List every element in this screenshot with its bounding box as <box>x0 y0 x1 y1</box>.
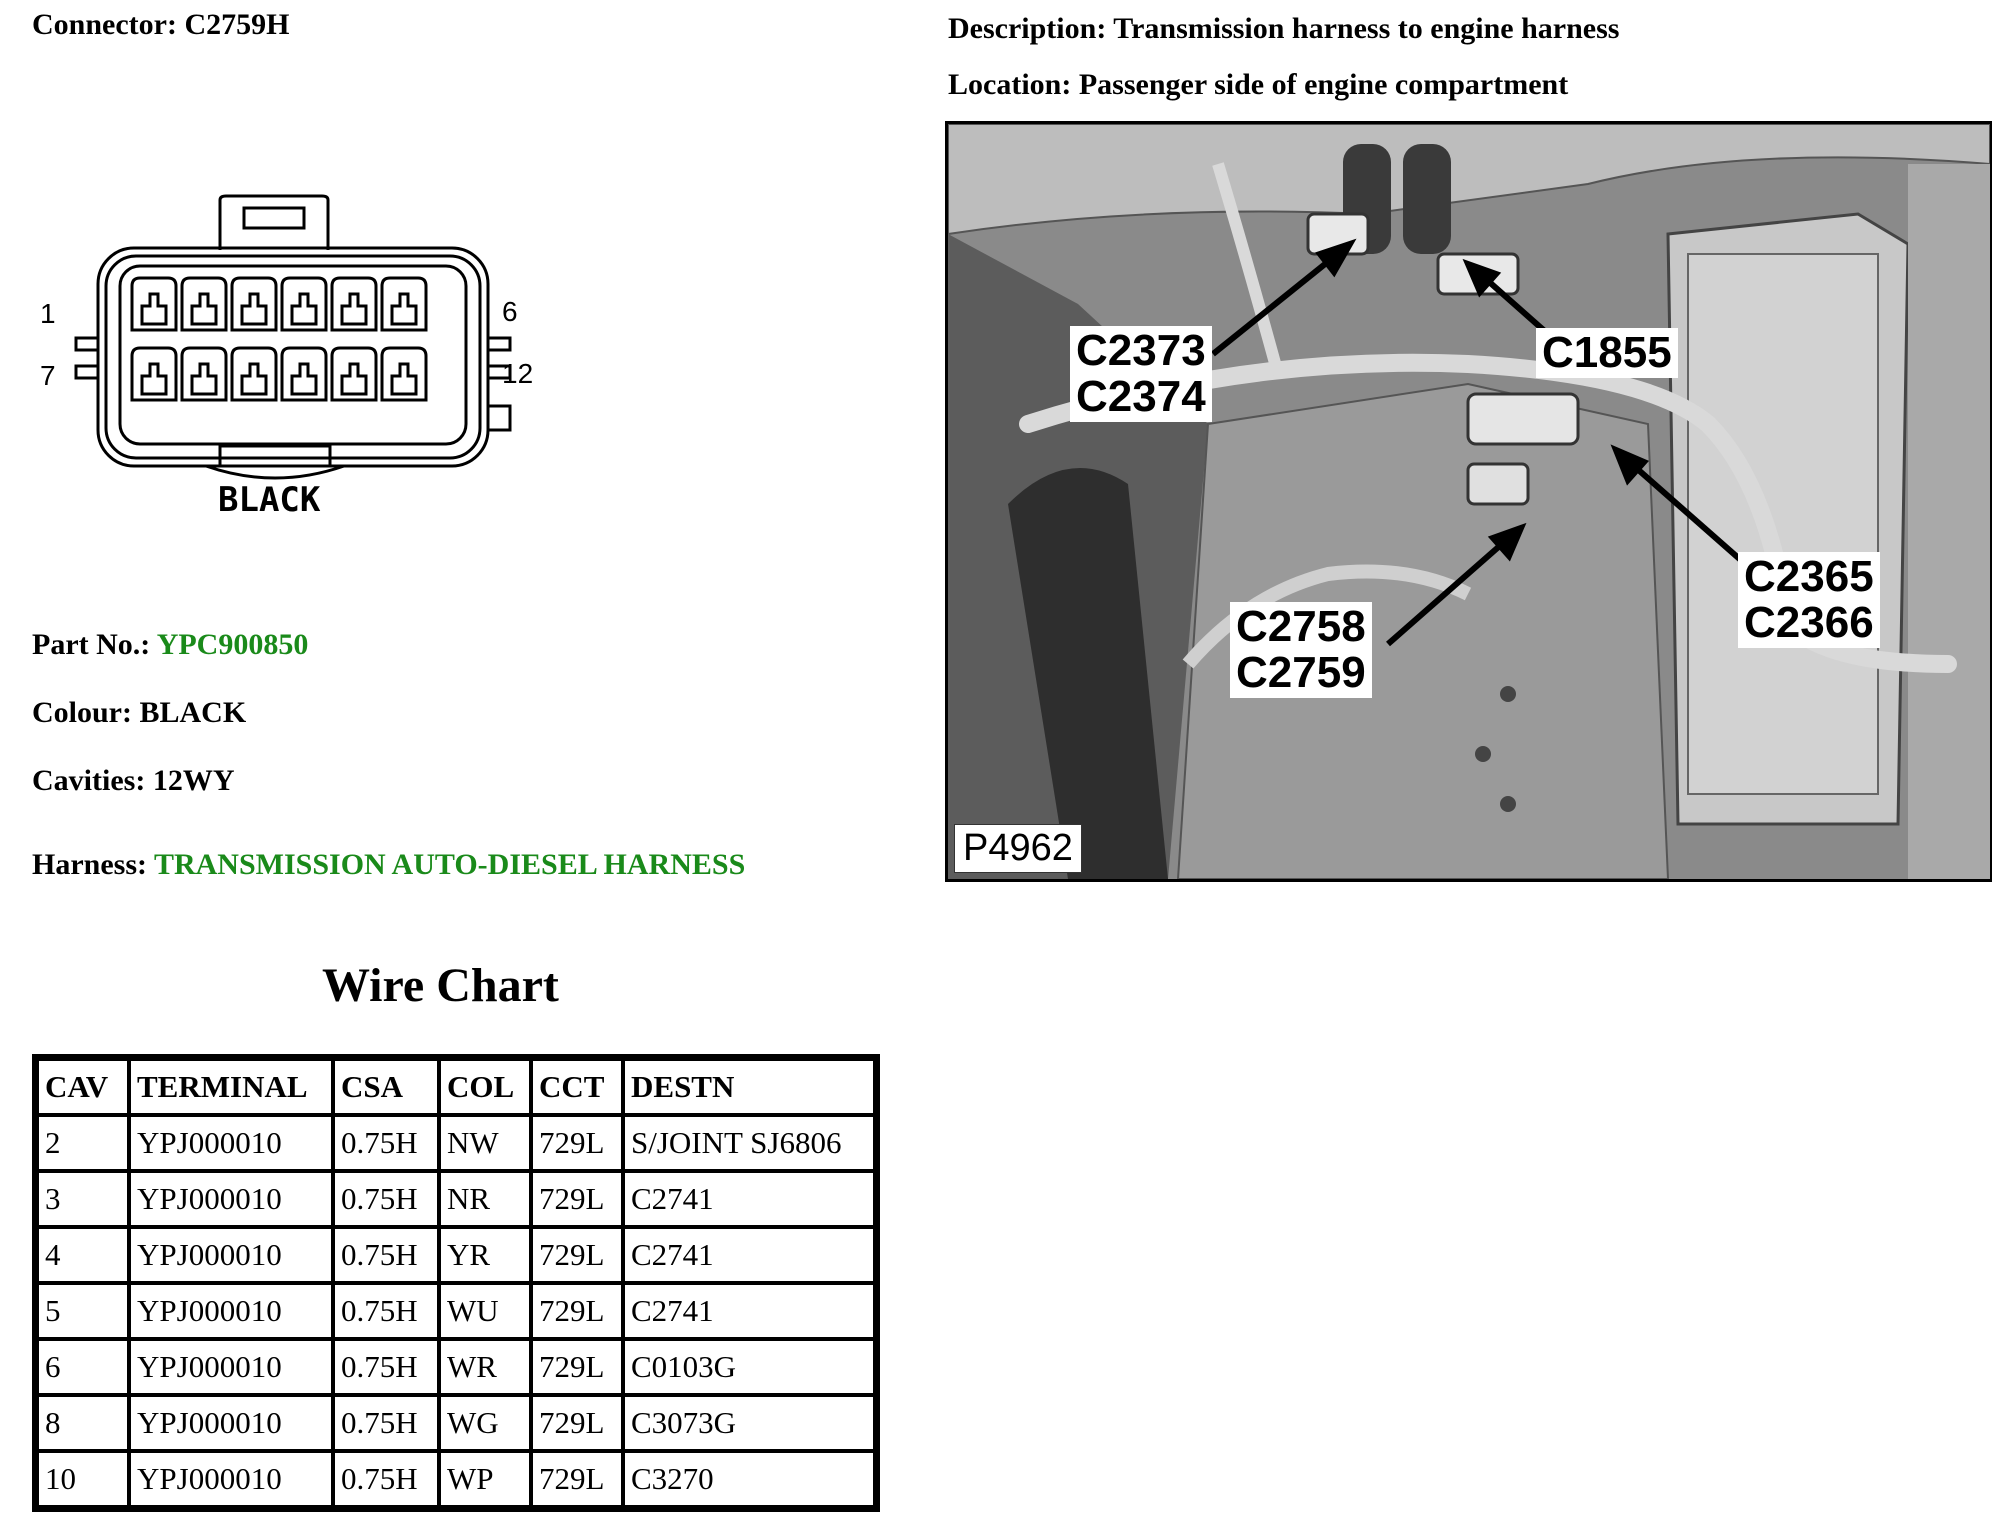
table-row <box>37 1171 875 1227</box>
cell-csa: 0.75H <box>333 1395 439 1451</box>
cell-cav: 5 <box>37 1283 129 1339</box>
cell-col: YR <box>439 1227 531 1283</box>
table-row <box>37 1395 875 1451</box>
callout-c2373-c2374 <box>1070 326 1212 422</box>
column-header-terminal: TERMINAL <box>129 1059 333 1115</box>
table-row <box>37 1283 875 1339</box>
cavities-value: 12WY <box>152 764 235 797</box>
cell-terminal: YPJ000010 <box>129 1227 333 1283</box>
callout-c2365: C2365 <box>1744 552 1874 601</box>
cell-col: WG <box>439 1395 531 1451</box>
cell-cct: 729L <box>531 1451 623 1507</box>
description-label: Description: <box>948 12 1107 45</box>
callout-c2374: C2374 <box>1076 372 1206 421</box>
colour-value: BLACK <box>139 696 247 729</box>
wire-chart-header-row <box>37 1059 875 1115</box>
connector-cavity <box>332 348 376 400</box>
photo-reference-plate: P4962 <box>954 824 1082 873</box>
cell-cav: 8 <box>37 1395 129 1451</box>
table-row <box>37 1227 875 1283</box>
column-header-destn: DESTN <box>623 1059 875 1115</box>
location-line <box>948 68 1568 102</box>
cell-terminal: YPJ000010 <box>129 1395 333 1451</box>
callout-c2365-c2366 <box>1738 552 1880 648</box>
location-value: Passenger side of engine compartment <box>1078 68 1569 101</box>
cell-terminal: YPJ000010 <box>129 1339 333 1395</box>
cell-col: WP <box>439 1451 531 1507</box>
harness-line <box>32 848 745 882</box>
location-label: Location: <box>948 68 1072 101</box>
column-header-cct: CCT <box>531 1059 623 1115</box>
connector-label: Connector: <box>32 8 177 41</box>
connector-cavity <box>182 348 226 400</box>
pin-label-1: 1 <box>40 298 56 329</box>
cell-destn: C3073G <box>623 1395 875 1451</box>
connector-cavity <box>132 348 176 400</box>
connector-cavity <box>282 278 326 330</box>
description-value: Transmission harness to engine harness <box>1113 12 1620 45</box>
cell-csa: 0.75H <box>333 1115 439 1171</box>
table-row <box>37 1339 875 1395</box>
callout-c2758: C2758 <box>1236 602 1366 651</box>
cell-destn: C2741 <box>623 1171 875 1227</box>
cell-destn: S/JOINT SJ6806 <box>623 1115 875 1171</box>
cell-cct: 729L <box>531 1395 623 1451</box>
cell-col: WR <box>439 1339 531 1395</box>
callout-c2373: C2373 <box>1076 326 1206 375</box>
cell-cct: 729L <box>531 1339 623 1395</box>
engine-compartment-photo <box>945 121 1992 882</box>
cell-col: WU <box>439 1283 531 1339</box>
pin-label-6: 6 <box>502 296 518 327</box>
wire-chart-title: Wire Chart <box>322 959 559 1012</box>
connector-value: C2759H <box>184 8 290 41</box>
cell-cct: 729L <box>531 1283 623 1339</box>
cell-destn: C3270 <box>623 1451 875 1507</box>
wire-chart-table <box>32 1054 880 1512</box>
colour-label: Colour: <box>32 696 132 729</box>
cell-terminal: YPJ000010 <box>129 1451 333 1507</box>
harness-label: Harness: <box>32 848 147 881</box>
table-row <box>37 1451 875 1507</box>
connector-cavity <box>382 348 426 400</box>
connector-line <box>32 8 289 42</box>
connector-cavity <box>382 278 426 330</box>
cell-csa: 0.75H <box>333 1283 439 1339</box>
cell-cav: 3 <box>37 1171 129 1227</box>
cell-csa: 0.75H <box>333 1451 439 1507</box>
cavities-line <box>32 764 234 798</box>
harness-value: TRANSMISSION AUTO-DIESEL HARNESS <box>153 848 746 881</box>
callout-c2759: C2759 <box>1236 648 1366 697</box>
connector-cavity <box>232 348 276 400</box>
connector-cavity <box>332 278 376 330</box>
column-header-csa: CSA <box>333 1059 439 1115</box>
pin-label-12: 12 <box>502 358 534 389</box>
connector-cavity <box>182 278 226 330</box>
cell-terminal: YPJ000010 <box>129 1283 333 1339</box>
cell-cav: 2 <box>37 1115 129 1171</box>
cell-csa: 0.75H <box>333 1171 439 1227</box>
connector-cavity <box>132 278 176 330</box>
connector-face-drawing <box>30 190 550 530</box>
cell-csa: 0.75H <box>333 1339 439 1395</box>
cell-csa: 0.75H <box>333 1227 439 1283</box>
cell-cct: 729L <box>531 1115 623 1171</box>
cavities-label: Cavities: <box>32 764 146 797</box>
cell-terminal: YPJ000010 <box>129 1115 333 1171</box>
connector-colour-label: BLACK <box>218 480 321 520</box>
callout-c1855 <box>1536 328 1678 378</box>
cell-col: NW <box>439 1115 531 1171</box>
table-row <box>37 1115 875 1171</box>
description-line <box>948 12 1619 46</box>
column-header-cav: CAV <box>37 1059 129 1115</box>
cell-terminal: YPJ000010 <box>129 1171 333 1227</box>
cell-cav: 6 <box>37 1339 129 1395</box>
colour-line <box>32 696 246 730</box>
callout-c2366: C2366 <box>1744 598 1874 647</box>
cell-destn: C2741 <box>623 1227 875 1283</box>
part-no-line <box>32 628 308 662</box>
callout-c1855-label: C1855 <box>1542 328 1672 377</box>
connector-face-diagram <box>30 190 550 530</box>
cell-destn: C0103G <box>623 1339 875 1395</box>
connector-cavity <box>282 348 326 400</box>
part-no-label: Part No.: <box>32 628 151 661</box>
engine-compartment-illustration <box>948 124 1990 879</box>
cell-col: NR <box>439 1171 531 1227</box>
connector-cavity <box>232 278 276 330</box>
part-no-value: YPC900850 <box>156 628 309 661</box>
cell-cav: 10 <box>37 1451 129 1507</box>
cell-cct: 729L <box>531 1171 623 1227</box>
pin-label-7: 7 <box>40 360 56 391</box>
cell-cav: 4 <box>37 1227 129 1283</box>
cell-destn: C2741 <box>623 1283 875 1339</box>
cell-cct: 729L <box>531 1227 623 1283</box>
column-header-col: COL <box>439 1059 531 1115</box>
callout-c2758-c2759 <box>1230 602 1372 698</box>
